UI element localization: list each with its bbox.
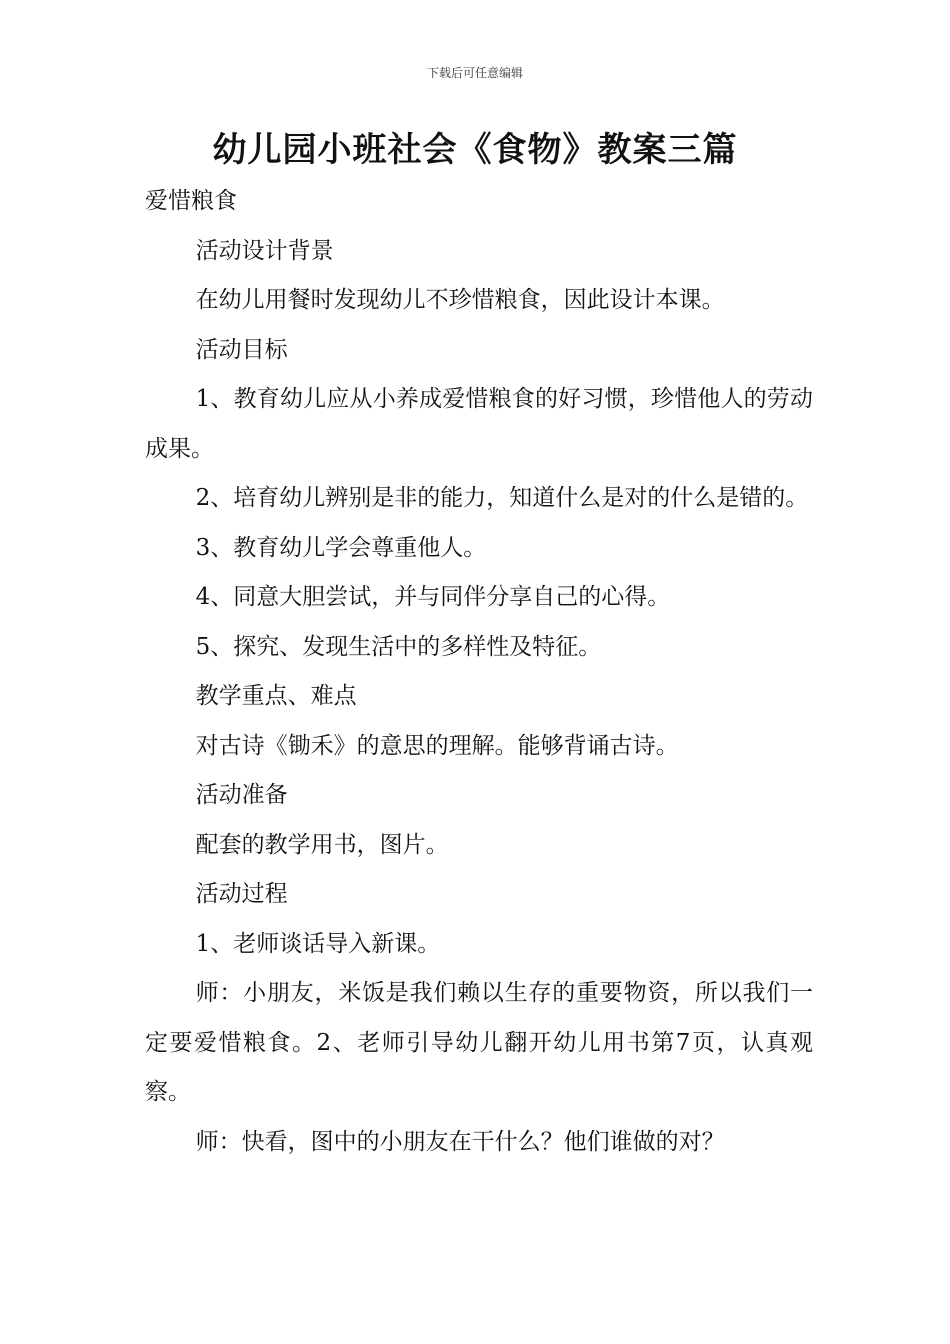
paragraph: 配套的教学用书，图片。 — [195, 831, 449, 858]
paragraph: 对古诗《锄禾》的意思的理解。能够背诵古诗。 — [195, 732, 679, 759]
paragraph: 在幼儿用餐时发现幼儿不珍惜粮食，因此设计本课。 — [195, 287, 725, 313]
goal-item: 5、探究、发现生活中的多样性及特征。 — [195, 633, 602, 660]
document-title: 幼儿园小班社会《食物》教案三篇 — [212, 130, 738, 170]
subheading: 教学重点、难点 — [195, 683, 357, 709]
process-step: 1、老师谈话导入新课。 — [195, 930, 441, 957]
subheading: 活动设计背景 — [195, 237, 334, 264]
subheading: 活动准备 — [195, 782, 288, 808]
goal-item: 4、同意大胆尝试，并与同伴分享自己的心得。 — [195, 584, 671, 610]
goal-item: 3、教育幼儿学会尊重他人。 — [195, 534, 487, 561]
paragraph: 师：小朋友，米饭是我们赖以生存的重要物资，所以我们一定要爱惜粮食。2、老师引导幼儿翻开幼儿用书第7页，认真观察。 — [145, 980, 813, 1105]
goal-item: 2、培育幼儿辨别是非的能力，知道什么是对的什么是错的。 — [195, 485, 809, 511]
page-header-note: 下载后可任意编辑 — [426, 66, 523, 80]
section-heading: 爱惜粮食 — [145, 188, 237, 214]
subheading: 活动过程 — [195, 881, 288, 907]
document-body — [145, 177, 813, 1167]
goal-item: 1、教育幼儿应从小养成爱惜粮食的好习惯，珍惜他人的劳动成果。 — [145, 386, 813, 462]
subheading: 活动目标 — [195, 336, 288, 363]
paragraph: 师：快看，图中的小朋友在干什么？他们谁做的对？ — [195, 1128, 725, 1155]
